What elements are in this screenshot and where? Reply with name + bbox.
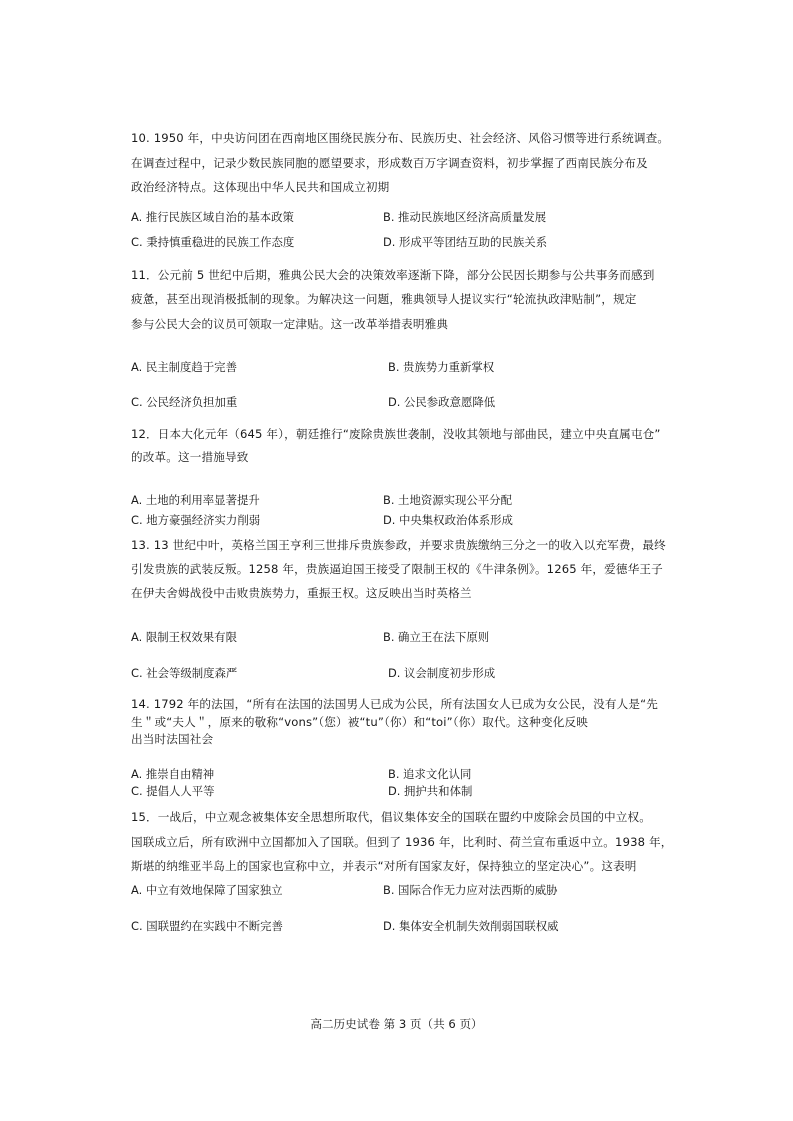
page-footer: 高二历史试卷 第 3 页（共 6 页） — [310, 1017, 483, 1031]
question-text-line: 斯堪的纳维亚半岛上的国家也宣称中立，并表示“对所有国家友好，保持独立的坚定决心”。这表明 — [131, 859, 637, 873]
question-text-line: 11．公元前 5 世纪中后期，雅典公民大会的决策效率逐渐下降，部分公民因长期参与公共事务而感到 — [131, 268, 655, 282]
question-text-line: 14. 1792 年的法国，“所有在法国的法国男人已成为公民，所有法国女人已成为女公民，没有人是“先 — [131, 697, 658, 711]
option-a: A. 限制王权效果有限 — [131, 630, 237, 644]
option-b: B. 土地资源实现公平分配 — [383, 493, 512, 507]
option-b: B. 推动民族地区经济高质量发展 — [383, 210, 547, 224]
question-text-line: 参与公民大会的议员可领取一定津贴。这一改革举措表明雅典 — [131, 317, 449, 331]
option-c: C. 地方豪强经济实力削弱 — [131, 513, 261, 527]
question-text-line: 引发贵族的武装反叛。1258 年，贵族逼迫国王接受了限制王权的《牛津条例》。1265 年，爱德华王子 — [131, 562, 663, 576]
option-d: D. 议会制度初步形成 — [388, 666, 496, 680]
option-b: B. 确立王在法下原则 — [383, 630, 490, 644]
option-c: C. 社会等级制度森严 — [131, 666, 238, 680]
question-text-line: 国联成立后，所有欧洲中立国都加入了国联。但到了 1936 年，比利时、荷兰宣布重返中立。1938 年， — [131, 835, 673, 849]
question-text-line: 在伊夫舍姆战役中击败贵族势力，重振王权。这反映出当时英格兰 — [131, 586, 472, 600]
question-text-line: 的改革。这一措施导致 — [131, 450, 249, 464]
question-text-line: 15．一战后，中立观念被集体安全思想所取代，倡议集体安全的国联在盟约中废除会员国的中立权。 — [131, 810, 652, 824]
option-d: D. 公民参政意愿降低 — [388, 395, 496, 409]
option-b: B. 贵族势力重新掌权 — [388, 360, 495, 374]
option-c: C. 国联盟约在实践中不断完善 — [131, 919, 283, 933]
option-a: A. 推行民族区域自治的基本政策 — [131, 210, 294, 224]
option-d: D. 中央集权政治体系形成 — [383, 513, 513, 527]
option-a: A. 民主制度趋于完善 — [131, 360, 237, 374]
option-c: C. 秉持慎重稳进的民族工作态度 — [131, 235, 295, 249]
question-text-line: 12．日本大化元年（645 年），朝廷推行“废除贵族世袭制，没收其领地与部曲民，建立中央直属屯仓” — [131, 427, 661, 441]
question-text-line: 出当时法国社会 — [131, 732, 214, 746]
option-c: C. 提倡人人平等 — [131, 784, 215, 798]
question-text-line: 政治经济特点。这体现出中华人民共和国成立初期 — [131, 180, 390, 194]
question-text-line: 13. 13 世纪中叶，英格兰国王亨利三世排斥贵族参政，并要求贵族缴纳三分之一的收入以充军费，最终 — [131, 538, 666, 552]
option-b: B. 国际合作无力应对法西斯的威胁 — [383, 883, 558, 897]
option-d: D. 集体安全机制失效削弱国联权威 — [383, 919, 559, 933]
option-d: D. 拥护共和体制 — [388, 784, 473, 798]
option-b: B. 追求文化认同 — [388, 767, 472, 781]
question-text-line: 10. 1950 年，中央访问团在西南地区围绕民族分布、民族历史、社会经济、风俗习惯等进行系统调查。 — [131, 131, 670, 145]
question-text-line: 生＂或“夫人＂，原来的敬称“vons”（您）被“tu”（你）和“toi”（你）取代。这种变化反映 — [131, 715, 588, 729]
question-text-line: 疲惫，甚至出现消极抵制的现象。为解决这一问题，雅典领导人提议实行“轮流执政津贴制”，规定 — [131, 292, 637, 306]
option-d: D. 形成平等团结互助的民族关系 — [383, 235, 548, 249]
option-a: A. 中立有效地保障了国家独立 — [131, 883, 283, 897]
question-text-line: 在调查过程中，记录少数民族同胞的愿望要求，形成数百万字调查资料，初步掌握了西南民族分布及 — [131, 156, 648, 170]
option-a: A. 推崇自由精神 — [131, 767, 215, 781]
option-c: C. 公民经济负担加重 — [131, 395, 238, 409]
option-a: A. 土地的利用率显著提升 — [131, 493, 260, 507]
